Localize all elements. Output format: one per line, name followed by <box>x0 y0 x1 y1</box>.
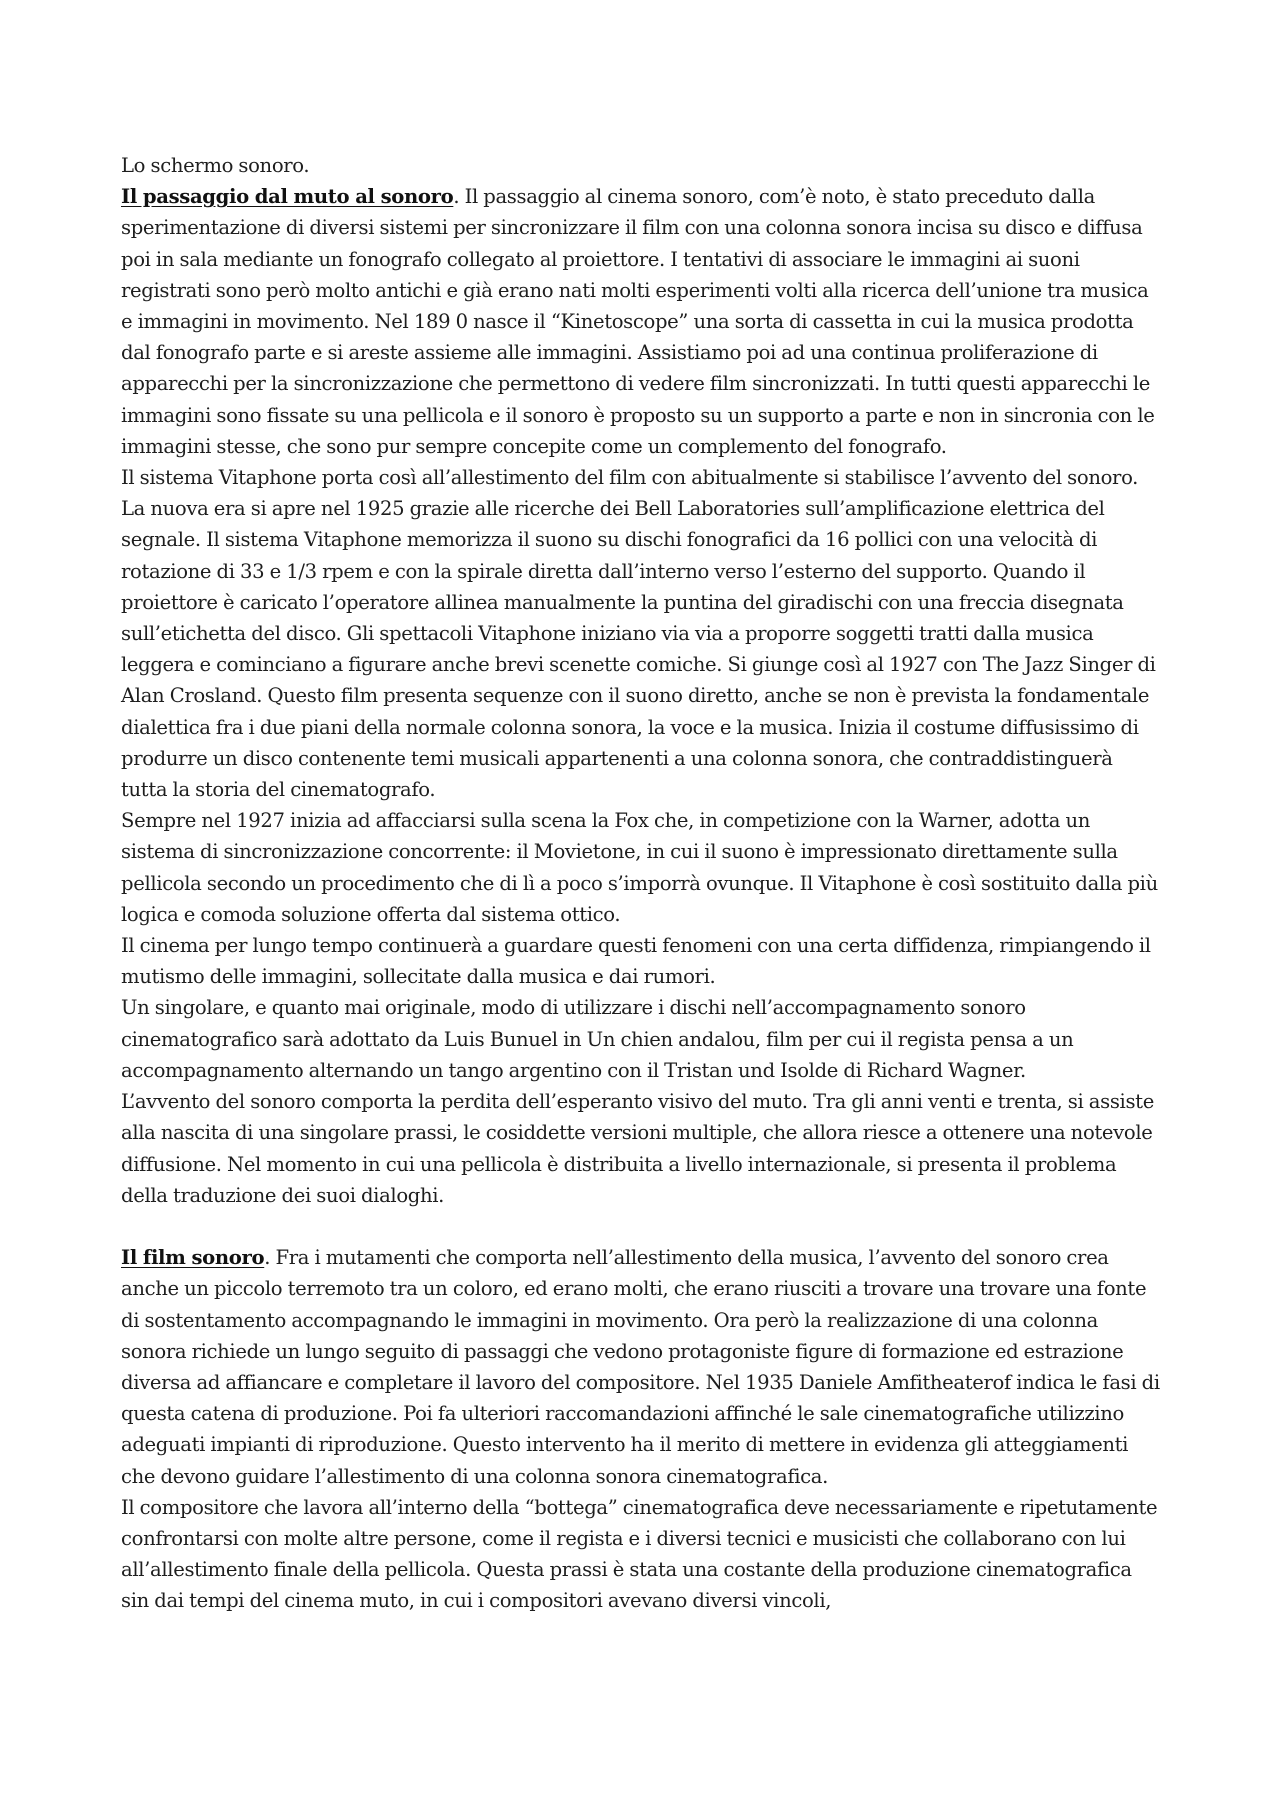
section-passaggio-intro: . Il passaggio al cinema sonoro, com’è noto, è stato preceduto dalla sperimentazione di diversi sistemi per sincronizzare il film con una colonna sonora incisa su disco e diffusa poi in sala mediante un fonografo collegato al proiettore. I tentativi di associare le immagini ai suoni registrati sono però molto antichi e già erano nati molti esperimenti volti alla ricerca dell’unione tra musica e immagini in movimento. Nel 189 0 nasce il “Kinetoscope” una sorta di cassetta in cui la musica prodotta dal fonografo parte e si areste assieme alle immagini. Assistiamo poi ad una continua proliferazione di apparecchi per la sincronizzazione che permettono di vedere film sincronizzati. In tutti questi apparecchi le immagini sono fissate su una pellicola e il sonoro è proposto su un supporto a parte e non in sincronia con le immagini stesse, che sono pur sempre concepite come un complemento del fonografo. <box>121 185 1155 458</box>
document-title: Lo schermo sonoro. <box>121 154 310 177</box>
section-film-sonoro-paragraph <box>121 1242 1161 1492</box>
paragraph-compositore: Il compositore che lavora all’interno della “bottega” cinematografica deve necessariamente e ripetutamente confrontarsi con molte altre persone, come il regista e i diversi tecnici e musicisti che collaborano con lui all’allestimento finale della pellicola. Questa prassi è stata una costante della produzione cinematografica sin dai tempi del cinema muto, in cui i compositori avevano diversi vincoli, <box>121 1495 1158 1613</box>
section-film-sonoro-intro: . Fra i mutamenti che comporta nell’allestimento della musica, l’avvento del sonoro crea anche un piccolo terremoto tra un coloro, ed erano molti, che erano riusciti a trovare una trovare una fonte di sostentamento accompagnando le immagini in movimento. Ora però la realizzazione di una colonna sonora richiede un lungo seguito di passaggi che vedono protagoniste figure di formazione ed estrazione diversa ad affiancare e completare il lavoro del compositore. Nel 1935 Daniele Amfitheaterof indica le fasi di questa catena di produzione. Poi fa ulteriori raccomandazioni affinché le sale cinematografiche utilizzino adeguati impianti di riproduzione. Questo intervento ha il merito di mettere in evidenza gli atteggiamenti che devono guidare l’allestimento di una colonna sonora cinematografica. <box>121 1246 1160 1488</box>
paragraph-diffidenza: Il cinema per lungo tempo continuerà a guardare questi fenomeni con una certa diffidenza, rimpiangendo il mutismo delle immagini, sollecitate dalla musica e dai rumori. <box>121 934 1151 989</box>
section-spacer <box>121 1211 1161 1242</box>
paragraph-versioni-multiple: L’avvento del sonoro comporta la perdita dell’esperanto visivo del muto. Tra gli anni venti e trenta, si assiste alla nascita di una singolare prassi, le cosiddette versioni multiple, che allora riesce a ottenere una notevole diffusione. Nel momento in cui una pellicola è distribuita a livello internazionale, si presenta il problema della traduzione dei suoi dialoghi. <box>121 1090 1154 1207</box>
section-passaggio-paragraph <box>121 181 1161 462</box>
paragraph-movietone: Sempre nel 1927 inizia ad affacciarsi sulla scena la Fox che, in competizione con la Warner, adotta un sistema di sincronizzazione concorrente: il Movietone, in cui il suono è impressionato direttamente sulla pellicola secondo un procedimento che di lì a poco s’imporrà ovunque. Il Vitaphone è così sostituito dalla più logica e comoda soluzione offerta dal sistema ottico. <box>121 809 1158 926</box>
section-heading-film-sonoro: Il film sonoro <box>121 1246 265 1270</box>
paragraph-vitaphone: Il sistema Vitaphone porta così all’allestimento del film con abitualmente si stabilisce l’avvento del sonoro. La nuova era si apre nel 1925 grazie alle ricerche dei Bell Laboratories sull’amplificazione elettrica del segnale. Il sistema Vitaphone memorizza il suono su dischi fonografici da 16 pollici con una velocità di rotazione di 33 e 1/3 rpem e con la spirale diretta dall’interno verso l’esterno del supporto. Quando il proiettore è caricato l’operatore allinea manualmente la puntina del giradischi con una freccia disegnata sull’etichetta del disco. Gli spettacoli Vitaphone iniziano via via a proporre soggetti tratti dalla musica leggera e cominciano a figurare anche brevi scenette comiche. Si giunge così al 1927 con The Jazz Singer di Alan Crosland. Questo film presenta sequenze con il suono diretto, anche se non è prevista la fondamentale dialettica fra i due piani della normale colonna sonora, la voce e la musica. Inizia il costume diffusissimo di produrre un disco contenente temi musicali appartenenti a una colonna sonora, che contraddistinguerà tutta la storia del cinematografo. <box>121 466 1156 802</box>
document-page <box>121 150 1161 1617</box>
paragraph-bunuel: Un singolare, e quanto mai originale, modo di utilizzare i dischi nell’accompagnamento sonoro cinematografico sarà adottato da Luis Bunuel in Un chien andalou, film per cui il regista pensa a un accompagnamento alternando un tango argentino con il Tristan und Isolde di Richard Wagner. <box>121 996 1074 1082</box>
section-heading-passaggio: Il passaggio dal muto al sonoro <box>121 185 454 209</box>
